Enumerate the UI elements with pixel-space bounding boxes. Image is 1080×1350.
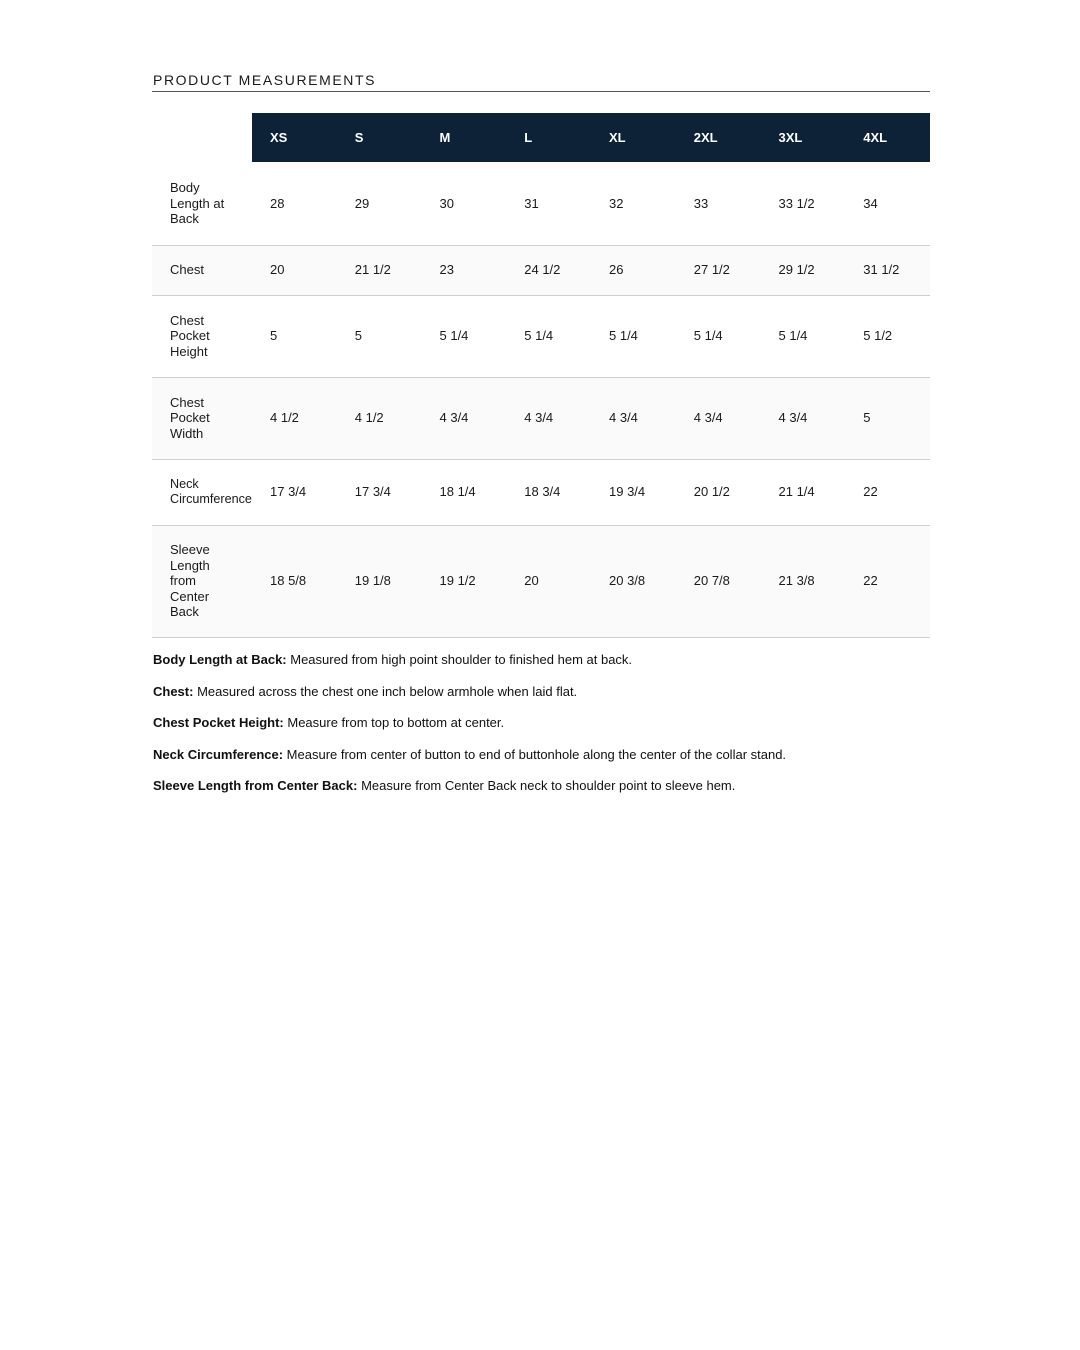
table-cell: 17 3/4 [337,459,422,525]
title-divider [152,91,930,92]
row-label [152,162,252,245]
table-cell: 29 [337,162,422,245]
size-header-xl: XL [591,113,676,162]
note-term: Chest: [153,683,194,699]
table-cell: 18 5/8 [252,525,337,637]
note-term: Body Length at Back: [153,652,287,667]
table-cell: 18 1/4 [422,459,507,525]
note-term: Sleeve Length from Center Back: [153,778,358,793]
note-neck-circumference [153,746,933,778]
table-cell: 26 [591,245,676,295]
table-cell: 5 1/4 [676,295,761,377]
table-cell: 5 [252,295,337,377]
size-header-row [152,113,930,162]
table-cell: 31 [506,162,591,245]
row-label [152,525,252,637]
table-row-chest-pocket-width [152,377,930,459]
table-cell: 19 1/2 [422,525,507,637]
table-cell: 20 7/8 [676,525,761,637]
row-label [152,377,252,459]
table-row-sleeve-length [152,525,930,637]
measurement-notes [153,651,933,809]
table-row-body-length [152,162,930,245]
table-cell: 18 3/4 [506,459,591,525]
row-label [152,245,252,295]
table-cell: 5 [845,377,930,459]
table-cell: 20 [252,245,337,295]
table-cell: 5 1/2 [845,295,930,377]
table-cell: 32 [591,162,676,245]
size-header-l: L [506,113,591,162]
row-label-text: Body Length at Back [170,180,225,226]
table-cell: 4 3/4 [676,377,761,459]
size-header-2xl: 2XL [676,113,761,162]
table-row-chest [152,245,930,295]
table-cell: 19 3/4 [591,459,676,525]
table-cell: 17 3/4 [252,459,337,525]
table-cell: 22 [845,459,930,525]
table-cell: 4 1/2 [337,377,422,459]
note-term: Neck Circumference: [153,746,284,762]
section-title: PRODUCT MEASUREMENTS [153,72,377,88]
table-cell: 33 1/2 [761,162,846,245]
table-cell: 4 3/4 [422,377,507,459]
row-label [152,295,252,377]
measurements-table [152,113,930,638]
table-cell: 4 1/2 [252,377,337,459]
table-cell: 34 [845,162,930,245]
table-cell: 5 1/4 [422,295,507,377]
table-cell: 20 3/8 [591,525,676,637]
size-header-xs: XS [252,113,337,162]
note-text: Measure from Center Back neck to shoulder point to sleeve hem. [357,778,736,793]
table-cell: 21 1/4 [761,459,846,525]
table-cell: 33 [676,162,761,245]
table-cell: 20 1/2 [676,459,761,525]
table-cell: 4 3/4 [761,377,846,459]
note-body-length [153,651,933,683]
table-cell: 5 [337,295,422,377]
size-header-s: S [337,113,422,162]
table-cell: 5 1/4 [761,295,846,377]
table-cell: 5 1/4 [506,295,591,377]
note-text: Measured from high point shoulder to finished hem at back. [286,652,633,667]
table-cell: 21 3/8 [761,525,846,637]
table-row-chest-pocket-height [152,295,930,377]
table-cell: 21 1/2 [337,245,422,295]
table-cell: 28 [252,162,337,245]
note-sleeve-length [153,777,933,809]
table-cell: 30 [422,162,507,245]
note-chest [153,683,933,715]
size-header-m: M [422,113,507,162]
table-cell: 22 [845,525,930,637]
row-label-text: Sleeve Length from Center Back [170,542,210,620]
size-header-3xl: 3XL [761,113,846,162]
table-cell: 29 1/2 [761,245,846,295]
row-label [152,459,252,525]
note-chest-pocket-height [153,714,933,746]
note-text: Measured across the chest one inch below armhole when laid flat. [193,683,578,699]
table-cell: 4 3/4 [506,377,591,459]
row-label-text: Chest Pocket Width [170,394,210,441]
table-cell: 31 1/2 [845,245,930,295]
table-cell: 4 3/4 [591,377,676,459]
table-cell: 5 1/4 [591,295,676,377]
table-row-neck-circumference [152,459,930,525]
note-term: Chest Pocket Height: [153,715,284,730]
header-blank-cell [152,113,252,162]
table-cell: 19 1/8 [337,525,422,637]
size-header-4xl: 4XL [845,113,930,162]
table-cell: 23 [422,245,507,295]
table-cell: 24 1/2 [506,245,591,295]
row-label-text: Chest [170,262,204,278]
row-label-text: Chest Pocket Height [170,312,210,359]
table-cell: 20 [506,525,591,637]
row-label-text: Neck Circumference [170,476,252,506]
note-text: Measure from top to bottom at center. [283,715,505,730]
table-cell: 27 1/2 [676,245,761,295]
note-text: Measure from center of button to end of buttonhole along the center of the collar stand. [283,746,787,762]
